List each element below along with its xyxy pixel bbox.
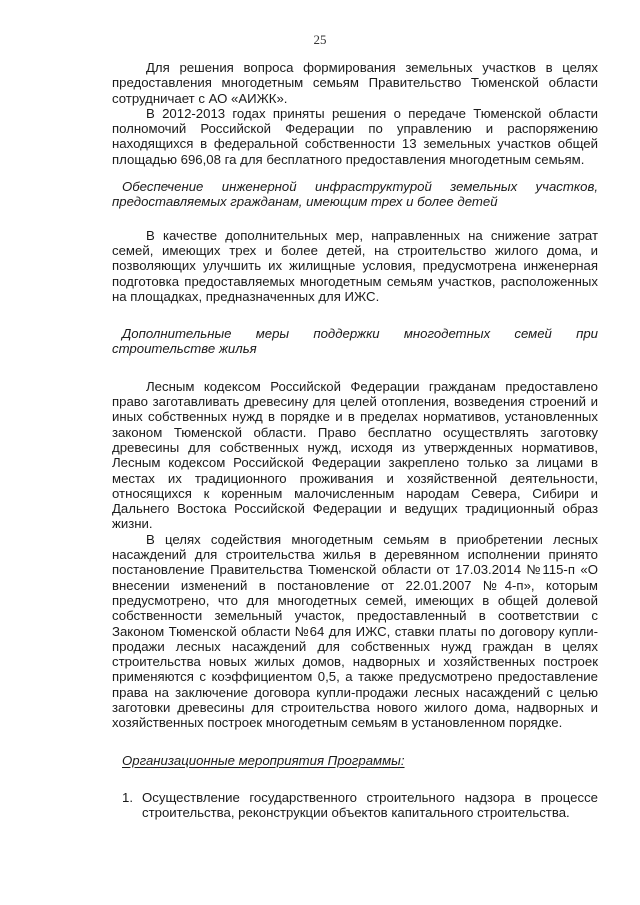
paragraph-forest-code: Лесным кодексом Российской Федерации гражданам предоставлено право заготавливать древесину для целей отопления, возведения строений и иных собственных нужд в порядке и в пределах нормативов, установленных законом Тюменской области. Право бесплатно осуществлять заготовку древесины для собственных нужд, исходя из утвержденных нормативов, Лесным кодексом Российской Федерации закреплено только за лицами в местах их традиционного проживания и хозяйственной деятельности, относящихся к коренным малочисленным народам Севера, Сибири и Дальнего Востока Российской Федерации и ведущих традиционный образ жизни.: [112, 378, 598, 532]
heading-infrastructure: Обеспечение инженерной инфраструктурой земельных участков, предоставляемых гражданам, имеющим трех и более детей: [112, 179, 598, 210]
heading-additional-support: Дополнительные меры поддержки многодетных семей при строительстве жилья: [112, 326, 598, 357]
list-item-number: 1.: [122, 789, 133, 805]
list-item-text: Осуществление государственного строительного надзора в процессе строительства, реконструкции объектов капитального строительства.: [142, 789, 598, 821]
paragraph-infrastructure: В качестве дополнительных мер, направленных на снижение затрат семей, имеющих трех и более детей, на строительство жилого дома, и позволяющих улучшить их жилищные условия, предусмотрена инженерная подготовка предоставляемых многодетным семьям участков, расположенных на площадках, предназначенных для ИЖС.: [112, 227, 598, 304]
page-number: 25: [313, 32, 327, 47]
list-item: [112, 790, 598, 821]
page-content: [112, 60, 598, 820]
measures-list: [112, 790, 598, 821]
paragraph-federal-land: В 2012-2013 годах приняты решения о передаче Тюменской области полномочий Российской Федерации по управлению и распоряжению находящихся в федеральной собственности 13 земельных участков общей площадью 696,08 га для бесплатного предоставления многодетным семьям.: [112, 105, 598, 167]
paragraph-forest-purchase: В целях содействия многодетным семьям в приобретении лесных насаждений для строительства жилья в деревянном исполнении принято постановление Правительства Тюменской области от 17.03.2014 №115-п «О внесении изменений в постановление от 22.01.2007 №4-п», которым предусмотрено, что для многодетных семей, имеющих в общей долевой собственности земельный участок, предоставленный в соответствии с Законом Тюменской области №64 для ИЖС, ставки платы по договору купли-продажи лесных насаждений для собственных нужд граждан в целях строительства новых жилых домов, надворных и хозяйственных построек применяются с коэффициентом 0,5, а также предусмотрено предоставление права на заключение договора купли-продажи лесных насаждений с целью заготовки древесины для строительства нового жилого дома, надворных и хозяйственных построек многодетным семьям в установленном порядке.: [112, 531, 598, 731]
section-title-text: Организационные мероприятия Программы:: [122, 752, 405, 768]
paragraph-aizhk: Для решения вопроса формирования земельных участков в целях предоставления многодетным семьям Правительство Тюменской области сотрудничает с АО «АИЖК».: [112, 60, 598, 106]
section-title-organizational: [112, 753, 598, 768]
